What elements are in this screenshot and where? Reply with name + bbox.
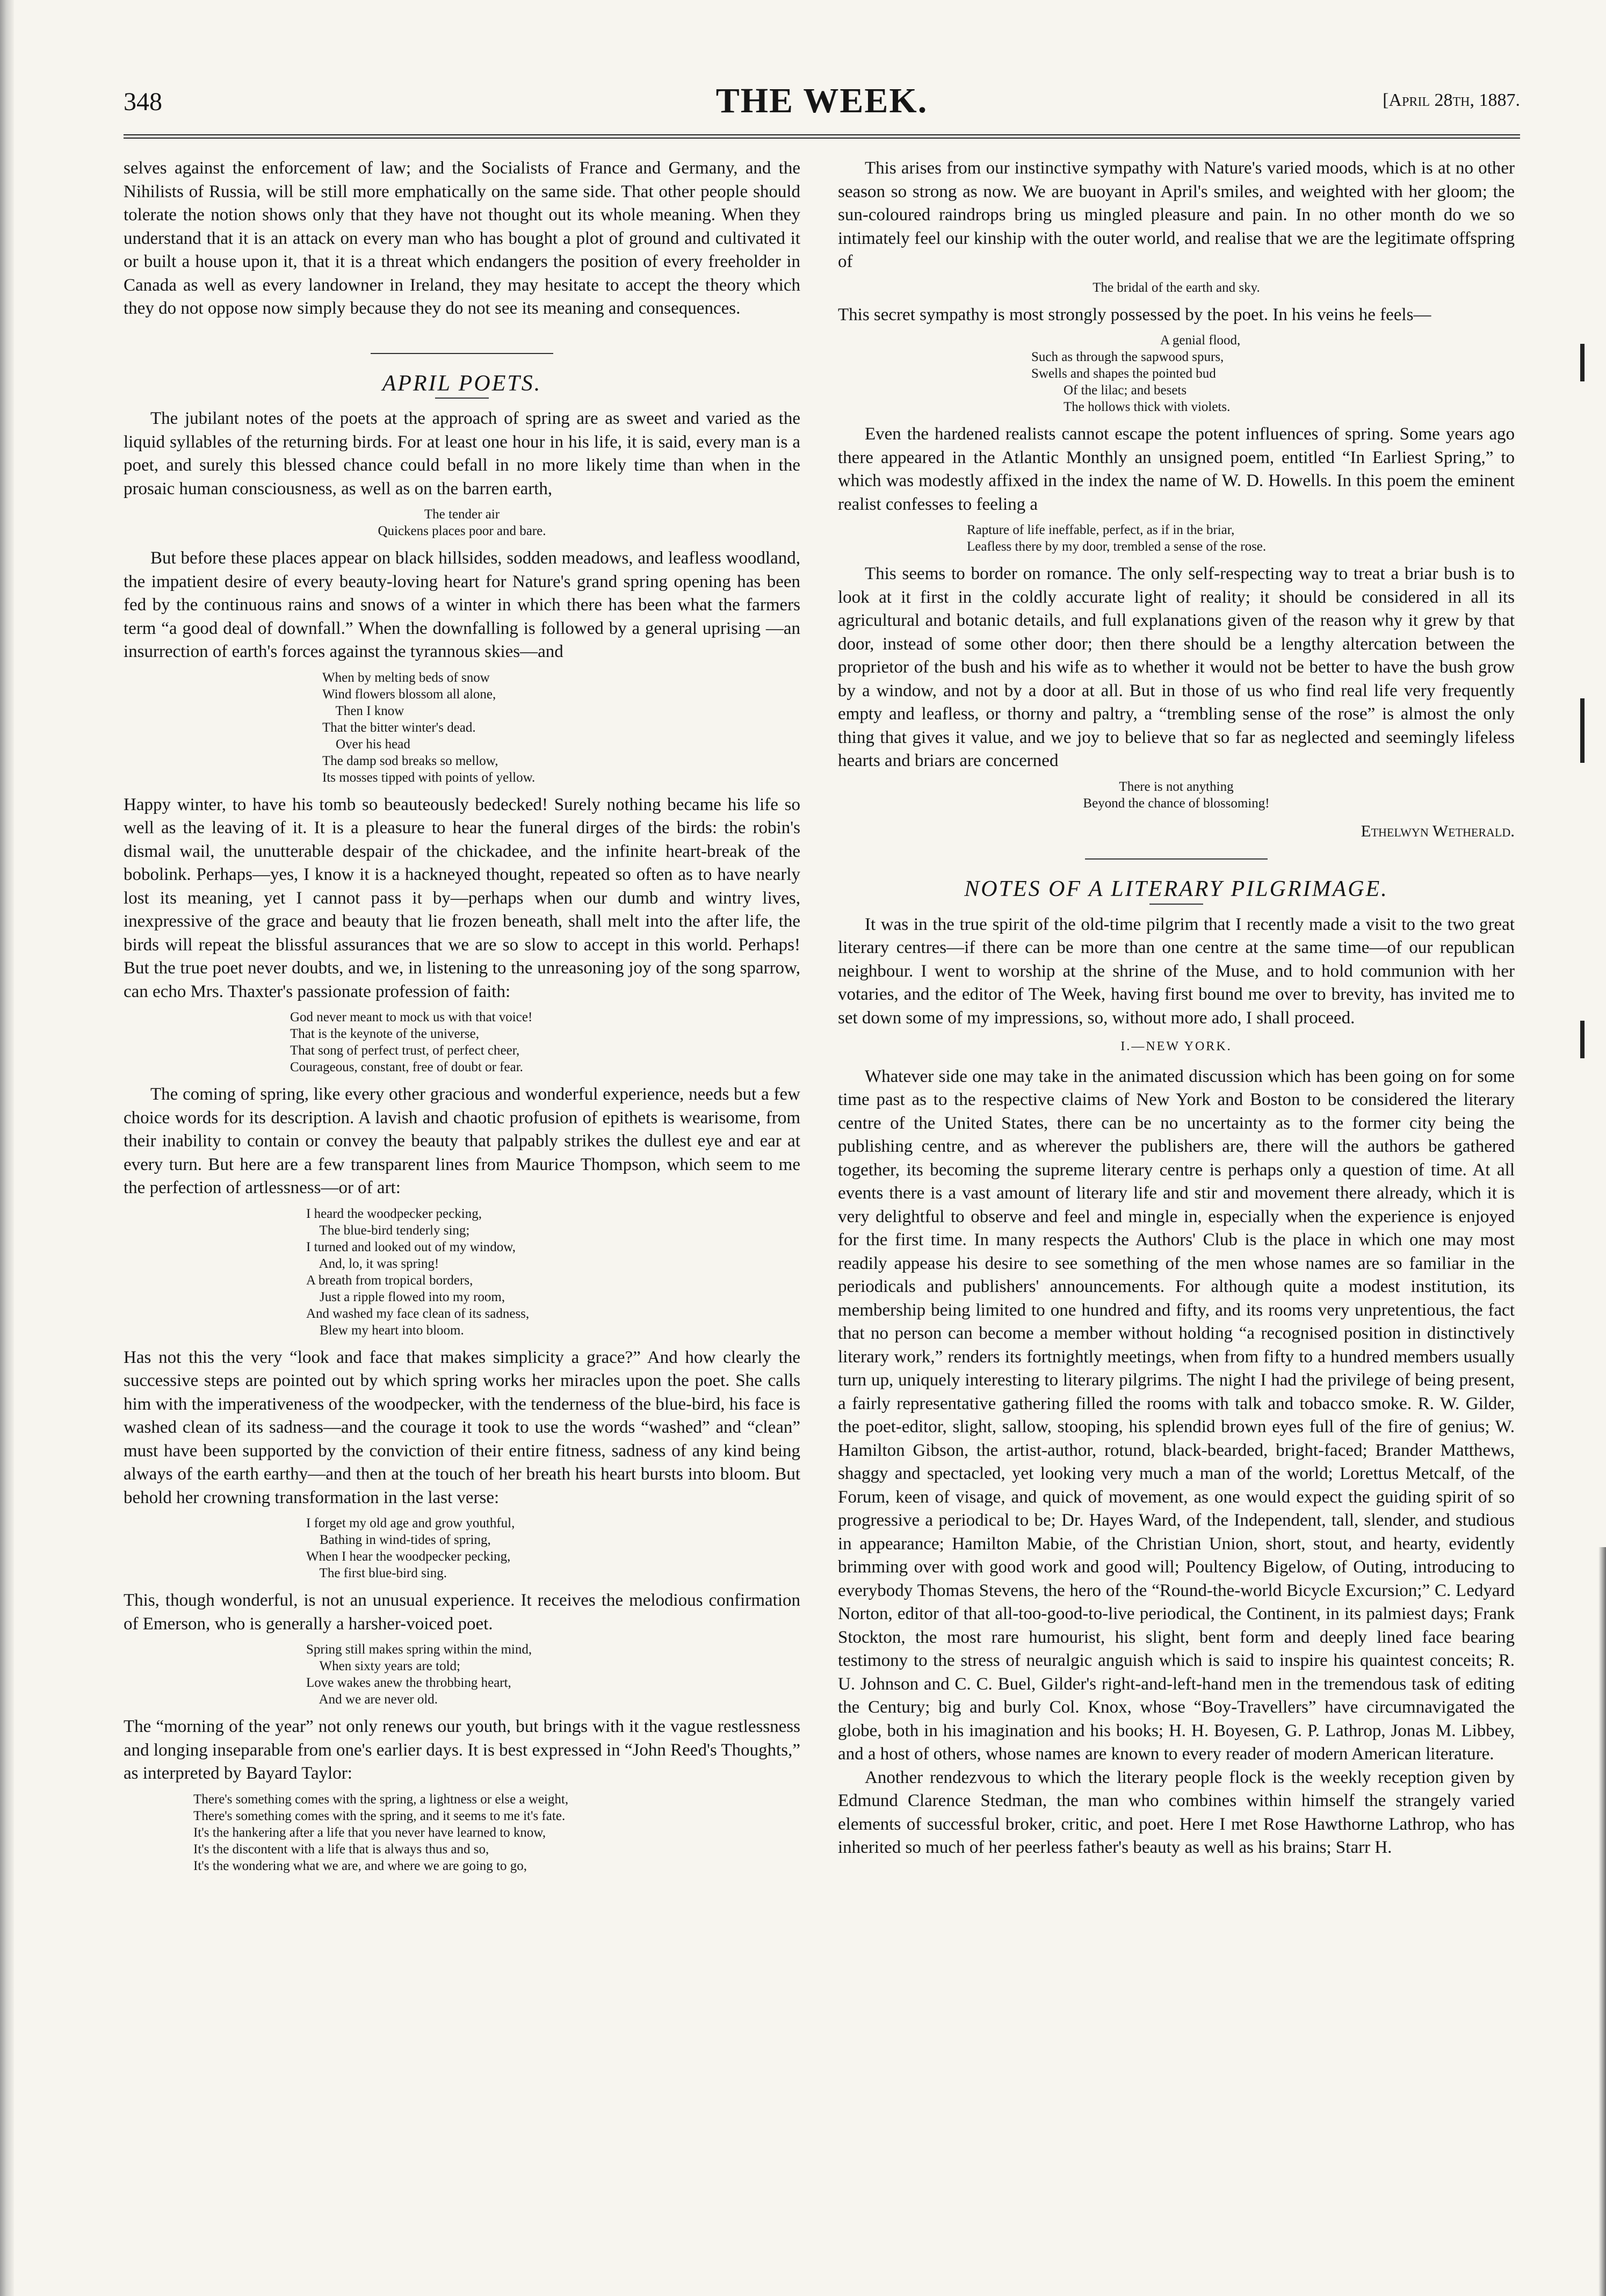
header-rule bbox=[124, 134, 1520, 139]
poem-line: Then I know bbox=[322, 703, 404, 718]
poem-line: It's the hankering after a life that you never have learned to know, bbox=[193, 1825, 546, 1840]
poem-line: That song of perfect trust, of perfect cheer, bbox=[290, 1043, 520, 1058]
scan-left-edge bbox=[0, 0, 14, 2296]
poem-line: God never meant to mock us with that voice! bbox=[290, 1010, 533, 1024]
poem-line: Its mosses tipped with points of yellow. bbox=[322, 770, 536, 785]
poem-line: Beyond the chance of blossoming! bbox=[1083, 796, 1270, 811]
poem-line: When sixty years are told; bbox=[306, 1659, 460, 1673]
article-title: NOTES OF A LITERARY PILGRIMAGE. bbox=[964, 877, 1388, 901]
scan-mark bbox=[1580, 344, 1585, 381]
left-column bbox=[124, 157, 800, 1882]
poem-quote bbox=[124, 1009, 800, 1075]
scan-mark bbox=[1580, 1021, 1585, 1058]
paragraph: Happy winter, to have his tomb so beauteously bedecked! Surely nothing became his life so well as the leaving of it. It is a pleasure to hear the funeral dirges of the birds: the robin's dismal wail, the unutterable despair of the chickadee, and the infinite heart-break of the bobolink. Perhaps—yes, I know it is a hackneyed thought, repeated so often as to have nearly lost its meaning, yet I cannot pass it by—perhaps when our dumb and wintry lives, inexpressive of the grace and beauty that lie frozen beneath, shall melt into the after life, the birds will repeat the blissful assurances that we are so slow to accept in this world. Perhaps! But the true poet never doubts, and we, in listening to the unreasoning joy of the song sparrow, can echo Mrs. Thaxter's passionate profession of faith: bbox=[124, 795, 800, 1001]
title-rule bbox=[435, 398, 489, 399]
poem-line: It's the wondering what we are, and where we are going to go, bbox=[193, 1858, 527, 1873]
poem-line: Wind flowers blossom all alone, bbox=[322, 687, 496, 702]
issue-date: [April 28th, 1887. bbox=[1383, 90, 1520, 110]
poem-quote bbox=[838, 332, 1515, 415]
poem-line: When I hear the woodpecker pecking, bbox=[306, 1549, 511, 1564]
poem-quote bbox=[124, 1205, 800, 1339]
poem-line: Quickens places poor and bare. bbox=[378, 524, 546, 538]
poem-line: Of the lilac; and besets bbox=[1064, 383, 1187, 398]
poem-line: That the bitter winter's dead. bbox=[322, 720, 476, 735]
poem-line: There's something comes with the spring, and it seems to me it's fate. bbox=[193, 1808, 566, 1823]
poem-line: Leafless there by my door, trembled a sense of the rose. bbox=[967, 539, 1267, 554]
poem-quote bbox=[838, 522, 1515, 555]
poem-line: That is the keynote of the universe, bbox=[290, 1027, 479, 1041]
poem-quote bbox=[124, 506, 800, 539]
paragraph: This seems to border on romance. The only self-respecting way to treat a briar bush is to look at it first in the coldly accurate light of reality; it should be considered in all its agricultural and botanic details, and full explanations given of the reason why it grew by that door, instead of some other door; then there should be a lengthy altercation between the proprietor of the bush and his wife as to whether it would not be better to have the bush grow by a window, and not by a door at all. But in those of us who find real life very frequently empty and leafless, or thorny and paltry, a “trembling sense of the rose” is almost the only thing that gives it value, and we joy to believe that so far as neglected and seemingly lifeless hearts and briars are concerned bbox=[838, 564, 1515, 770]
poem-line: And, lo, it was spring! bbox=[306, 1256, 439, 1271]
poem-line: The first blue-bird sing. bbox=[306, 1566, 447, 1580]
poem-line: And washed my face clean of its sadness, bbox=[306, 1306, 530, 1321]
poem-line: The damp sod breaks so mellow, bbox=[322, 753, 498, 768]
poem-line: Spring still makes spring within the mind, bbox=[306, 1642, 532, 1657]
poem-line: When by melting beds of snow bbox=[322, 670, 490, 685]
poem-line: A breath from tropical borders, bbox=[306, 1273, 473, 1288]
poem-quote bbox=[124, 1791, 800, 1874]
paragraph: Even the hardened realists cannot escape the potent influences of spring. Some years ago there appeared in the Atlantic Monthly an unsigned poem, entitled “In Earliest Spring,” to which was modestly affixed in the index the name of W. D. Howells. In this poem the eminent realist confesses to feeling a bbox=[838, 424, 1515, 514]
paragraph: But before these places appear on black hillsides, sodden meadows, and leafless woodland, the impatient desire of every beauty-loving heart for Nature's grand spring opening has been fed by the continuous rains and snows of a winter in which there has been what the farmers term “a good deal of downfall.” When the downfalling is followed by a general uprising —an insurrection of earth's forces against the tyrannous skies—and bbox=[124, 548, 800, 661]
poem-line: Swells and shapes the pointed bud bbox=[1031, 366, 1216, 381]
poem-quote bbox=[124, 1515, 800, 1582]
title-rule bbox=[1149, 904, 1203, 905]
paragraph: The coming of spring, like every other gracious and wonderful experience, needs but a few choice words for its description. A lavish and chaotic profusion of epithets is wearisome, from their inability to contain or convey the beauty that palpably strikes the dullest eye and ear at every turn. But here are a few transparent lines from Maurice Thompson, which seem to me the perfection of artlessness—or of art: bbox=[124, 1085, 800, 1197]
poem-line: A genial flood, bbox=[1160, 333, 1241, 348]
paragraph: The “morning of the year” not only renews our youth, but brings with it the vague restlessness and longing inseparable from one's earlier days. It is best expressed in “John Reed's Thoughts,” as interpreted by Bayard Taylor: bbox=[124, 1717, 800, 1783]
paragraph: It was in the true spirit of the old-time pilgrim that I recently made a visit to the two great literary centres—if there can be more than one centre at the same time—of our republican neighbour. I went to worship at the shrine of the Muse, and to hold communion with her votaries, and the editor of The Week, having first bound me over to brevity, has invited me to set down some of my impressions, so, without more ado, I shall proceed. bbox=[838, 914, 1515, 1028]
poem-quote bbox=[838, 279, 1515, 296]
poem-line: Love wakes anew the throbbing heart, bbox=[306, 1676, 511, 1690]
paragraph: selves against the enforcement of law; and the Socialists of France and Germany, and the Nihilists of Russia, will be still more emphatically on the same side. That other people should tolerate the notion shows only that they have not thought out its whole meaning. When they understand that it is an attack on every man who has bought a plot of ground and cultivated it or built a house upon it, that it is a threat which endangers the position of every freeholder in Canada as well as every landowner in Ireland, they may hesitate to accept the theory which they do not oppose now simply because they do not see its meaning and consequences. bbox=[124, 158, 800, 318]
scan-right-edge bbox=[1598, 1547, 1606, 2296]
scan-mark bbox=[1580, 698, 1585, 763]
page-header bbox=[124, 81, 1520, 132]
poem-line: Such as through the sapwood spurs, bbox=[1031, 350, 1224, 364]
paragraph: This secret sympathy is most strongly possessed by the poet. In his veins he feels— bbox=[838, 305, 1431, 324]
section-separator bbox=[1085, 858, 1268, 860]
poem-line: Rapture of life ineffable, perfect, as if in the briar, bbox=[967, 523, 1235, 537]
paragraph: Whatever side one may take in the animated discussion which has been going on for some time past as to the respective claims of New York and Boston to be considered the literary centre of the United States, there can be no uncertainty as to the former city being the publishing centre, and as wherever the publishers are, there will the authors be gathered together, its becoming the supreme literary centre is perhaps only a question of time. At all events there is a vast amount of literary life and stir and movement there already, which it is very delightful to observe and feel and mingle in, especially when the experience is enjoyed for the first time. In many respects the Authors' Club is the place in which one may most readily appease his desire to see something of the men whose names are so familiar in the periodicals and publishers' announcements. For although quite a modest institution, its membership being limited to one hundred and fifty, and its rooms very unpretentious, the fact that no person can become a member without holding “a recognised position in distinctively literary work,” renders its fortnightly meetings, when from fifty to a hundred members usually turn up, uniquely interesting to literary pilgrims. The night I had the privilege of being present, a fairly representative gathering filled the rooms with talk and tobacco smoke. R. W. Gilder, the poet-editor, slight, sallow, stooping, his splendid brown eyes full of the fire of genius; W. Hamilton Gibson, the artist-author, rotund, black-bearded, bright-faced; Brander Matthews, shaggy and spectacled, yet looking very much a man of the world; Lorettus Metcalf, of the Forum, keen of visage, and quick of movement, as one would expect the guiding spirit of so progressive a periodical to be; Dr. Hayes Ward, of the Independent, tall, slender, and studious in appearance; Hamilton Mabie, of the Christian Union, short, stout, and hearty, evidently brimming over with good work and good will; Poultency Bigelow, of Outing, introducing to everybody Thomas Stevens, the hero of the “Round-the-world Bicycle Excursion;” C. Ledyard Norton, editor of that all-too-good-to-live periodical, the Continent, in its palmiest days; Frank Stockton, the most rare humourist, his slight, bent form and deeply lined face bearing testimony to the stress of neuralgic anguish which is said to inspire his quaintest conceits; R. U. Johnson and C. C. Buel, Gilder's right-and-left-hand men in the tremendous task of editing the Century; big and burly Col. Knox, whose “Boy-Travellers” have circumnavigated the globe, both in his imagination and his books; H. H. Boyesen, G. P. Lathrop, Jonas M. Libbey, and a host of others, whose names are known to every reader of modern American literature. bbox=[838, 1066, 1515, 1764]
paragraph: This arises from our instinctive sympathy with Nature's varied moods, which is at no other season so strong as now. We are buoyant in April's smiles, and weighted with her gloom; the sun-coloured raindrops bring us mingled pleasure and pain. In no other month do we so intimately feel our kinship with the outer world, and realise that we are the legitimate offspring of bbox=[838, 158, 1515, 271]
poem-line: I heard the woodpecker pecking, bbox=[306, 1206, 482, 1221]
poem-line: It's the discontent with a life that is always thus and so, bbox=[193, 1842, 489, 1857]
poem-line: I turned and looked out of my window, bbox=[306, 1239, 516, 1254]
poem-quote bbox=[124, 1641, 800, 1708]
paragraph: The jubilant notes of the poets at the approach of spring are as sweet and varied as the liquid syllables of the returning birds. For at least one hour in his life, it is said, every man is a poet, and surely this blessed chance could befall in no more likely time than when in the prosaic human consciousness, as well as on the barren earth, bbox=[124, 409, 800, 499]
poem-line: The hollows thick with violets. bbox=[1064, 400, 1231, 414]
masthead-title: THE WEEK. bbox=[715, 81, 928, 120]
poem-line: Just a ripple flowed into my room, bbox=[306, 1289, 505, 1304]
poem-line: Over his head bbox=[322, 737, 410, 752]
author-signature: Ethelwyn Wetherald. bbox=[1361, 821, 1515, 840]
poem-line: Courageous, constant, free of doubt or fear. bbox=[290, 1060, 523, 1074]
poem-line: And we are never old. bbox=[306, 1692, 438, 1707]
paragraph: Another rendezvous to which the literary people flock is the weekly reception given by Edmund Clarence Stedman, the man who combines within himself the strangely varied elements of successful broker, critic, and poet. Here I met Rose Hawthorne Lathrop, who has inherited so much of her peerless father's beauty as well as his brains; Starr H. bbox=[838, 1767, 1515, 1857]
paragraph: Has not this the very “look and face that makes simplicity a grace?” And how clearly the successive steps are pointed out by which spring works her miracles upon the poet. She calls him with the imperativeness of the woodpecker, with the tenderness of the blue-bird, his face is washed clean of its sadness—and the courage it took to use the words “washed” and “clean” must have been supported by the conviction of their entire fitness, sadness of any kind being always of the earth earthy—and then at the touch of her breath his heart bursts into bloom. But behold her crowning transformation in the last verse: bbox=[124, 1347, 800, 1507]
poem-line: The blue-bird tenderly sing; bbox=[306, 1223, 470, 1238]
poem-quote bbox=[838, 778, 1515, 812]
right-column bbox=[838, 157, 1515, 1860]
poem-line: Bathing in wind-tides of spring, bbox=[306, 1533, 491, 1547]
poem-quote bbox=[124, 669, 800, 786]
poem-line: Blew my heart into bloom. bbox=[306, 1323, 464, 1338]
poem-line: The bridal of the earth and sky. bbox=[1093, 280, 1260, 295]
poem-line: There's something comes with the spring, a lightness or else a weight, bbox=[193, 1792, 569, 1807]
poem-line: The tender air bbox=[424, 507, 500, 522]
paragraph: This, though wonderful, is not an unusual experience. It receives the melodious confirmation of Emerson, who is generally a harsher-voiced poet. bbox=[124, 1591, 800, 1634]
section-subhead: I.—NEW YORK. bbox=[1120, 1039, 1232, 1053]
section-separator bbox=[371, 353, 553, 354]
poem-line: I forget my old age and grow youthful, bbox=[306, 1516, 515, 1530]
page-number: 348 bbox=[124, 88, 162, 116]
poem-line: There is not anything bbox=[1119, 779, 1234, 794]
article-title: APRIL POETS. bbox=[382, 371, 542, 396]
